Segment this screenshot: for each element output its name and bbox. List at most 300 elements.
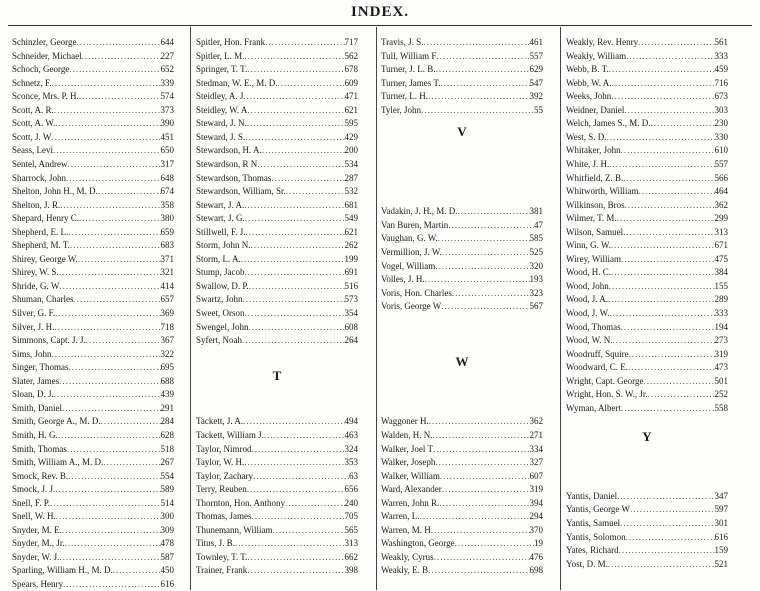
leader-dots: [262, 144, 345, 157]
entry-page: 494: [344, 416, 358, 427]
leader-dots: [68, 158, 161, 171]
leader-dots: [53, 144, 161, 157]
leader-dots: [278, 77, 345, 90]
entry-page: 557: [714, 158, 728, 169]
entry-page: 463: [344, 429, 358, 440]
index-entry: [566, 253, 728, 266]
index-entry: [12, 470, 174, 483]
entry-name: Smock, J. J.: [12, 484, 56, 495]
leader-dots: [617, 490, 714, 503]
entry-name: Thomas, James: [196, 511, 252, 522]
entry-page: 284: [160, 416, 174, 427]
index-entry: [196, 510, 358, 523]
index-entry: [381, 497, 543, 510]
entry-page: 589: [160, 484, 174, 495]
index-entry: [566, 158, 728, 171]
leader-dots: [428, 564, 529, 577]
index-entry: [381, 90, 543, 103]
index-entry: [12, 537, 174, 550]
entry-name: Yantis, George W: [566, 504, 631, 515]
leader-dots: [621, 253, 714, 266]
entry-page: 587: [160, 551, 174, 562]
index-entry: [196, 185, 358, 198]
leader-dots: [433, 429, 530, 442]
entry-name: Turner, L. H.: [381, 91, 429, 102]
leader-dots: [612, 77, 715, 90]
entry-page: 439: [160, 389, 174, 400]
entry-name: Weakly, Rev. Henry: [566, 37, 639, 47]
leader-dots: [66, 172, 161, 185]
entry-name: Wood, W. N.: [566, 335, 613, 346]
entry-page: 19: [534, 538, 543, 549]
leader-dots: [79, 90, 161, 103]
entry-name: Storm, John N.: [196, 240, 251, 251]
entry-name: Weakly, Cyrus: [381, 551, 434, 562]
index-entry: [196, 50, 358, 63]
index-entry: [196, 551, 358, 564]
entry-name: Thornton, Hon. Anthony: [196, 497, 285, 508]
entry-page: 558: [714, 402, 728, 413]
entry-page: 525: [529, 247, 543, 258]
entry-name: Taylor, W. H.: [196, 457, 245, 468]
entry-name: Snyder, W. J.: [12, 551, 60, 562]
entry-name: Shuman, Charles: [12, 294, 74, 305]
entry-name: Wilkinson, Bros: [566, 199, 625, 210]
index-entry: [196, 280, 358, 293]
index-entry: [196, 131, 358, 144]
entry-page: 294: [529, 511, 543, 522]
index-entry: [12, 131, 174, 144]
index-entry: [12, 307, 174, 320]
entry-name: Scott, A. W.: [12, 118, 56, 129]
entry-name: Turner, James T.: [381, 77, 441, 88]
entry-name: Walker, Joseph: [381, 457, 436, 468]
leader-dots: [59, 266, 161, 279]
header-rule: [8, 25, 752, 26]
index-entry: [12, 63, 174, 76]
entry-name: Slater, James: [12, 375, 60, 386]
leader-dots: [52, 77, 161, 90]
leader-dots: [50, 497, 160, 510]
leader-dots: [455, 537, 534, 550]
index-entry: [381, 77, 543, 90]
entry-name: Washington, George: [381, 538, 455, 549]
index-entry: [381, 537, 543, 550]
index-entry: [566, 375, 728, 388]
leader-dots: [55, 117, 160, 130]
entry-page: 63: [349, 470, 358, 481]
index-entry: [566, 280, 728, 293]
entry-page: 267: [160, 457, 174, 468]
index-entry: [12, 456, 174, 469]
entry-page: 262: [344, 240, 358, 251]
entry-name: Sloan, D. J.: [12, 389, 54, 400]
entry-name: Shelton, J. R.: [12, 199, 61, 210]
index-entry: [196, 253, 358, 266]
entry-name: Vaughan, G. W.: [381, 233, 438, 244]
index-entry: [196, 144, 358, 157]
index-entry: [566, 117, 728, 130]
index-entry: [12, 212, 174, 225]
leader-dots: [249, 321, 345, 334]
entry-name: Schinzler, George: [12, 37, 77, 47]
index-entry: [566, 90, 728, 103]
entry-page: 227: [160, 50, 174, 61]
entry-page: 159: [714, 545, 728, 556]
entry-page: 616: [160, 579, 174, 589]
entry-name: Titus, J. B.: [196, 538, 235, 549]
entry-name: Snyder, M., Jr.: [12, 538, 65, 549]
entry-page: 230: [714, 118, 728, 129]
index-entry: [566, 531, 728, 544]
entry-name: Smith, George A., M. D.: [12, 416, 101, 427]
entry-page: 514: [160, 497, 174, 508]
entry-name: Weakly, William: [566, 50, 627, 61]
entry-name: Vermillion, J. W.: [381, 247, 442, 258]
entry-page: 398: [344, 565, 358, 576]
entry-name: Woodruff, Squire: [566, 348, 629, 359]
entry-page: 362: [529, 416, 543, 427]
entry-name: Warren, M. H: [381, 524, 431, 535]
leader-dots: [56, 510, 161, 523]
leader-dots: [63, 578, 161, 591]
entry-name: Simmons, Capt. J. J.: [12, 335, 86, 346]
entry-name: Swallow, D. P.: [196, 280, 249, 291]
page-title: INDEX.: [350, 4, 410, 20]
entry-name: Tackett, J. A.: [196, 416, 244, 427]
entry-page: 565: [344, 524, 358, 535]
entry-name: Wood, Thomas: [566, 321, 621, 332]
entry-name: Webb, B. T.: [566, 64, 609, 75]
index-entry: [12, 348, 174, 361]
entry-name: Spitler, Hon. Frank: [196, 37, 266, 47]
index-entry: [566, 266, 728, 279]
entry-name: Scott, A. R.: [12, 104, 54, 115]
leader-dots: [55, 483, 160, 496]
leader-dots: [244, 456, 344, 469]
entry-name: Shirey, W. S.: [12, 267, 59, 278]
index-entry: [12, 144, 174, 157]
entry-page: 659: [160, 226, 174, 237]
entry-name: Wood, J. W.: [566, 308, 610, 318]
index-entry: [566, 36, 728, 49]
entry-page: 381: [529, 206, 543, 217]
entry-name: Steidley, W. A: [196, 104, 248, 115]
index-entry: [12, 564, 174, 577]
leader-dots: [623, 172, 714, 185]
entry-page: 321: [160, 267, 174, 278]
leader-dots: [448, 219, 534, 232]
leader-dots: [619, 544, 715, 557]
column-divider: [560, 27, 561, 590]
entry-page: 681: [344, 199, 358, 210]
section-letter: T: [272, 367, 282, 383]
leader-dots: [251, 239, 345, 252]
entry-page: 673: [714, 91, 728, 102]
entry-page: 475: [714, 253, 728, 264]
index-entry: [196, 443, 358, 456]
entry-name: Voris, George W: [381, 301, 442, 312]
index-entry: [196, 239, 358, 252]
entry-name: Taylor, Nimrod: [196, 443, 252, 454]
index-entry: [196, 77, 358, 90]
leader-dots: [608, 293, 714, 306]
entry-name: Stedman, W. E., M. D.: [196, 77, 278, 88]
leader-dots: [247, 564, 344, 577]
index-entry: [566, 185, 728, 198]
entry-page: 358: [160, 199, 174, 210]
leader-dots: [607, 131, 715, 144]
index-entry: [12, 158, 174, 171]
leader-dots: [452, 287, 530, 300]
entry-page: 656: [344, 484, 358, 495]
entry-page: 320: [529, 260, 543, 271]
section-letter: W: [455, 354, 469, 370]
entry-name: Walker, Joel T: [381, 443, 433, 454]
leader-dots: [436, 63, 530, 76]
index-entry: [12, 321, 174, 334]
leader-dots: [265, 36, 344, 49]
entry-page: 347: [714, 490, 728, 501]
leader-dots: [249, 280, 345, 293]
entry-name: Steward, J. N.: [196, 118, 247, 129]
leader-dots: [613, 334, 715, 347]
entry-name: Stewardson, William, Sr.: [196, 186, 286, 197]
index-entry: [196, 415, 358, 428]
leader-dots: [243, 415, 344, 428]
entry-page: 549: [344, 213, 358, 224]
entry-name: Terry, Reuben: [196, 484, 247, 495]
entry-page: 562: [344, 50, 358, 61]
entry-name: Spitler, L. M.: [196, 50, 245, 61]
entry-page: 264: [344, 335, 358, 346]
entry-page: 595: [344, 118, 358, 129]
entry-page: 518: [160, 443, 174, 454]
entry-page: 252: [714, 389, 728, 400]
entry-page: 313: [344, 538, 358, 549]
index-entry: [566, 50, 728, 63]
entry-name: Whitaker, John: [566, 145, 621, 156]
entry-name: Silver, J. H.: [12, 321, 55, 332]
entry-name: Wood, H. C.: [566, 267, 612, 278]
index-entry: [196, 537, 358, 550]
entry-name: Stewardson, H. A.: [196, 145, 262, 156]
leader-dots: [420, 510, 530, 523]
index-entry: [566, 63, 728, 76]
index-entry: [566, 361, 728, 374]
index-entry: [12, 50, 174, 63]
entry-page: 464: [714, 186, 728, 197]
entry-name: Shirey, George W.: [12, 253, 78, 264]
entry-page: 319: [529, 484, 543, 495]
entry-page: 414: [160, 280, 174, 291]
entry-page: 461: [529, 37, 543, 47]
entry-name: Shepard, Henry C.: [12, 213, 79, 224]
index-entry: [12, 185, 174, 198]
entry-page: 621: [344, 104, 358, 115]
leader-dots: [623, 226, 714, 239]
index-entry: [12, 334, 174, 347]
index-entry: [196, 429, 358, 442]
entry-name: Wright, Hon. S. W., Jr.: [566, 389, 648, 400]
index-entry: [381, 483, 543, 496]
entry-name: Wyman, Albert: [566, 402, 621, 413]
entry-page: 607: [529, 470, 543, 481]
entry-page: 534: [344, 158, 358, 169]
entry-name: Yantis, Samuel: [566, 518, 621, 529]
leader-dots: [442, 483, 530, 496]
leader-dots: [609, 63, 715, 76]
index-entry: [381, 456, 543, 469]
index-entry: [196, 307, 358, 320]
entry-page: 471: [344, 91, 358, 102]
index-entry: [381, 470, 543, 483]
index-entry: [381, 287, 543, 300]
entry-name: Smock, Rev. B.: [12, 470, 69, 481]
entry-name: Sparling, William H., M. D.: [12, 565, 113, 576]
entry-name: Snell, W. H.: [12, 511, 56, 522]
entry-page: 688: [160, 375, 174, 386]
entry-page: 271: [529, 429, 543, 440]
entry-name: Walker, William: [381, 470, 440, 481]
entry-name: Sentel, Andrew: [12, 158, 68, 169]
leader-dots: [425, 273, 530, 286]
entry-page: 47: [534, 219, 543, 230]
entry-name: Seass, Levi: [12, 145, 53, 156]
leader-dots: [611, 266, 714, 279]
leader-dots: [439, 497, 529, 510]
entry-page: 367: [160, 335, 174, 346]
leader-dots: [429, 415, 530, 428]
entry-page: 289: [714, 294, 728, 305]
entry-name: Tackett, William J.: [196, 429, 264, 440]
index-entry: [566, 131, 728, 144]
leader-dots: [103, 456, 160, 469]
leader-dots: [609, 280, 715, 293]
leader-dots: [458, 205, 530, 218]
entry-page: 287: [344, 172, 358, 183]
leader-dots: [59, 551, 160, 564]
entry-page: 322: [160, 348, 174, 359]
index-entry: [12, 510, 174, 523]
index-entry: [196, 90, 358, 103]
leader-dots: [52, 348, 161, 361]
entry-page: 501: [714, 375, 728, 386]
entry-name: Vadakin, J. H., M. D.: [381, 206, 458, 217]
entry-name: Ward, Alexander: [381, 484, 442, 495]
leader-dots: [67, 443, 161, 456]
leader-dots: [441, 300, 529, 313]
index-entry: [381, 63, 543, 76]
leader-dots: [610, 307, 715, 320]
entry-page: 303: [714, 104, 728, 115]
index-entry: [12, 524, 174, 537]
entry-page: 373: [160, 104, 174, 115]
entry-name: Sims, John: [12, 348, 52, 359]
entry-page: 291: [160, 402, 174, 413]
index-entry: [381, 246, 543, 259]
entry-name: Van Buren, Martin: [381, 219, 449, 230]
index-entry: [12, 239, 174, 252]
leader-dots: [54, 388, 161, 401]
entry-name: Stillwell, F. J.: [196, 226, 246, 237]
entry-name: Schneider, Michael: [12, 50, 82, 61]
column-divider: [376, 27, 377, 590]
entry-page: 657: [160, 294, 174, 305]
entry-name: Weeks, John: [566, 91, 612, 102]
leader-dots: [245, 307, 345, 320]
leader-dots: [60, 199, 160, 212]
index-entry: [381, 551, 543, 564]
index-entry: [12, 253, 174, 266]
index-entry: [381, 273, 543, 286]
leader-dots: [68, 361, 160, 374]
leader-dots: [68, 226, 160, 239]
entry-name: Townley, T. T.: [196, 551, 248, 562]
entry-page: 476: [529, 551, 543, 562]
leader-dots: [54, 104, 161, 117]
entry-name: Trainer, Frank: [196, 565, 248, 576]
index-entry: [381, 443, 543, 456]
leader-dots: [68, 470, 160, 483]
leader-dots: [247, 63, 344, 76]
leader-dots: [625, 199, 715, 212]
leader-dots: [257, 158, 344, 171]
entry-page: 459: [714, 64, 728, 75]
leader-dots: [611, 90, 714, 103]
leader-dots: [51, 131, 160, 144]
entry-page: 371: [160, 253, 174, 264]
entry-page: 362: [714, 199, 728, 210]
entry-page: 330: [714, 131, 728, 142]
entry-page: 323: [529, 287, 543, 298]
leader-dots: [286, 185, 345, 198]
index-entry: [12, 415, 174, 428]
entry-name: Yost, D. M.: [566, 558, 608, 569]
leader-dots: [74, 293, 161, 306]
entry-page: 299: [714, 213, 728, 224]
leader-dots: [247, 551, 344, 564]
entry-page: 698: [529, 565, 543, 576]
entry-page: 691: [344, 267, 358, 278]
entry-name: Scott, J. W: [12, 131, 52, 142]
entry-name: Waggoner H.: [381, 416, 429, 427]
entry-name: Wilson, Samuel: [566, 226, 624, 237]
entry-name: Weakly, E. B: [381, 565, 429, 576]
entry-page: 597: [714, 504, 728, 515]
leader-dots: [244, 199, 344, 212]
entry-page: 695: [160, 362, 174, 373]
index-entry: [12, 36, 174, 49]
index-entry: [196, 470, 358, 483]
index-entry: [566, 490, 728, 503]
entry-name: Smith, William A., M. D.: [12, 457, 104, 468]
entry-name: Weidner, Daniel: [566, 104, 625, 115]
entry-page: 547: [529, 77, 543, 88]
index-entry: [12, 293, 174, 306]
leader-dots: [648, 388, 715, 401]
entry-name: Yates, Richard: [566, 545, 619, 556]
leader-dots: [247, 117, 345, 130]
entry-page: 390: [160, 118, 174, 129]
entry-name: Yantis, Daniel: [566, 490, 618, 501]
leader-dots: [621, 144, 715, 157]
leader-dots: [55, 307, 160, 320]
entry-page: 394: [529, 497, 543, 508]
entry-name: Taylor, Zachary: [196, 470, 253, 481]
entry-page: 317: [160, 158, 174, 169]
entry-name: Smith, Thomas: [12, 443, 67, 454]
